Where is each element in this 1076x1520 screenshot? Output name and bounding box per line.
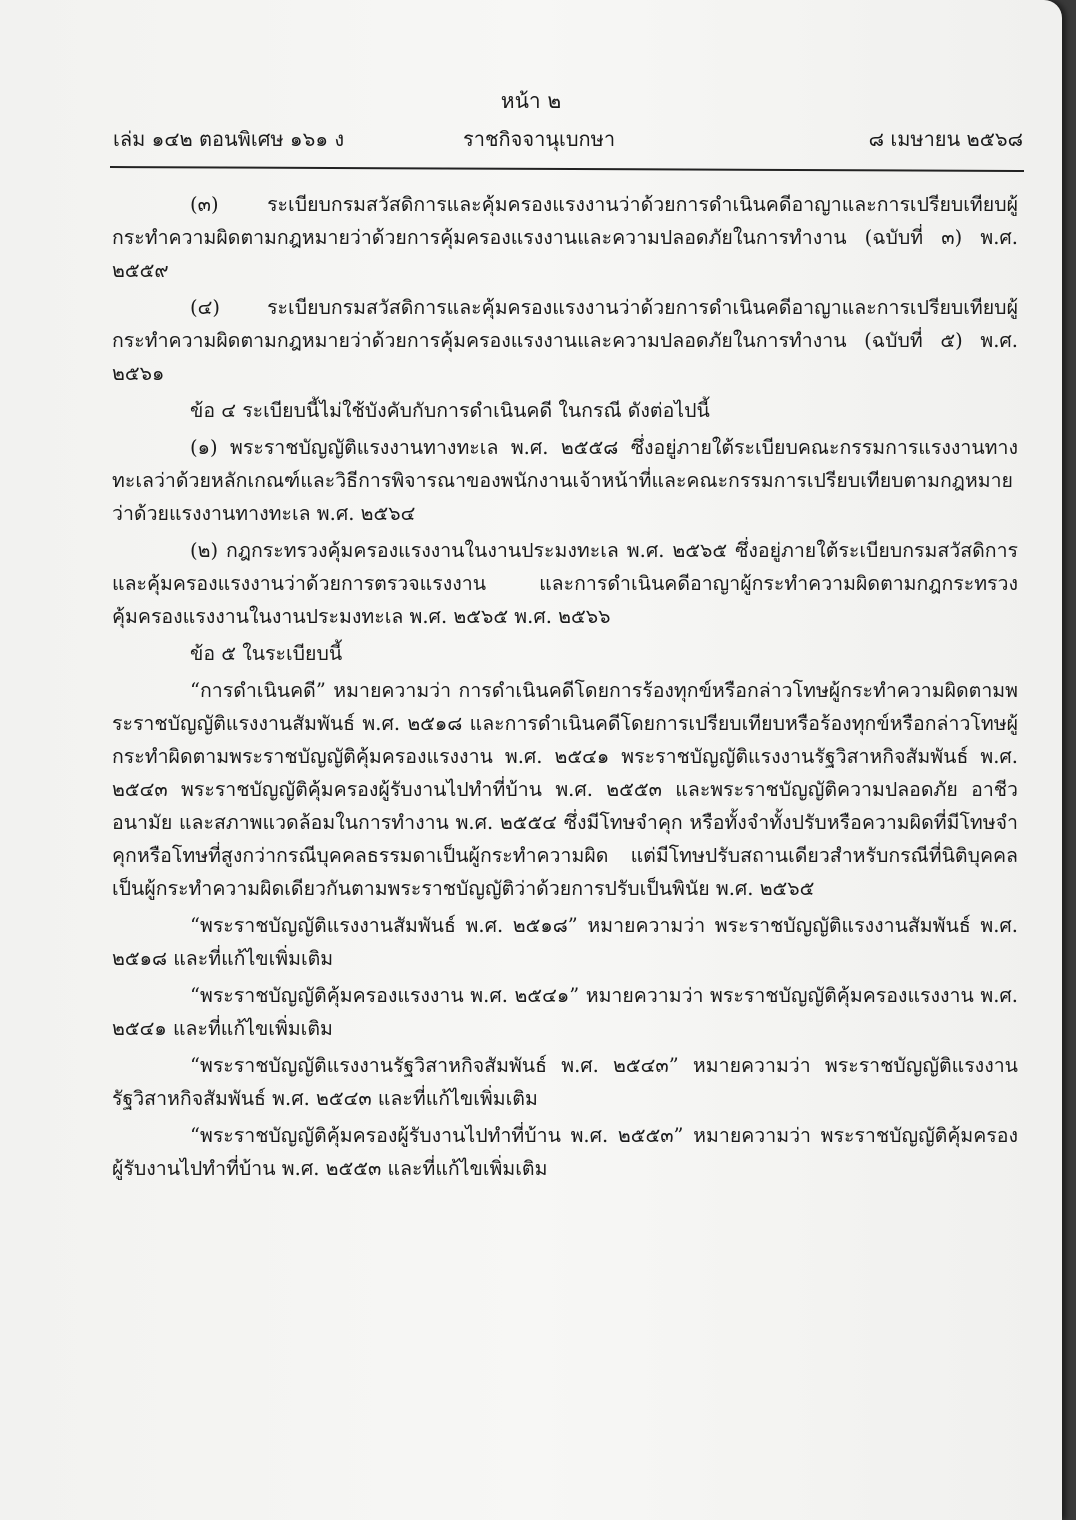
clause-4-heading: ข้อ ๔ ระเบียบนี้ไม่ใช้บังคับกับการดำเนินคดี ในกรณี ดังต่อไปนี้ [190,399,710,422]
publication-date: ๘ เมษายน ๒๕๖๘ [868,127,1023,151]
paragraph-regulation-4: (๔) ระเบียบกรมสวัสดิการและคุ้มครองแรงงานว่าด้วยการดำเนินคดีอาญาและการเปรียบเทียบผู้กระทำความผิดตามกฎหมายว่าด้วยการคุ้มครองแรงงานและความปลอดภัยในการทำงาน (ฉบับที่ ๕) พ.ศ. ๒๕๖๑ [112,296,1018,385]
page-number: หน้า ๒ [500,89,562,113]
definition-state-enterprise-act: “พระราชบัญญัติแรงงานรัฐวิสาหกิจสัมพันธ์ พ.ศ. ๒๕๔๓” หมายความว่า พระราชบัญญัติแรงงานรัฐวิสาหกิจสัมพันธ์ พ.ศ. ๒๕๔๓ และที่แก้ไขเพิ่มเติม [112,1054,1018,1110]
clause-4-item-2: (๒) กฎกระทรวงคุ้มครองแรงงานในงานประมงทะเล พ.ศ. ๒๕๖๕ ซึ่งอยู่ภายใต้ระเบียบกรมสวัสดิการและคุ้มครองแรงงานว่าด้วยการตรวจแรงงาน และการดำเนินคดีอาญาผู้กระทำความผิดตามกฎกระทรวงคุ้มครองแรงงานในงานประมงทะเล พ.ศ. ๒๕๖๕ พ.ศ. ๒๕๖๖ [112,539,1018,628]
document-body [112,188,1018,1189]
volume-issue: เล่ม ๑๔๒ ตอนพิเศษ ๑๖๑ ง [113,127,345,151]
clause-4-item-1: (๑) พระราชบัญญัติแรงงานทางทะเล พ.ศ. ๒๕๕๘ ซึ่งอยู่ภายใต้ระเบียบคณะกรรมการแรงงานทางทะเลว่าด้วยหลักเกณฑ์และวิธีการพิจารณาของพนักงานเจ้าหน้าที่และคณะกรรมการเปรียบเทียบตามกฎหมายว่าด้วยแรงงานทางทะเล พ.ศ. ๒๕๖๔ [112,436,1018,525]
definition-labour-protection-act: “พระราชบัญญัติคุ้มครองแรงงาน พ.ศ. ๒๕๔๑” หมายความว่า พระราชบัญญัติคุ้มครองแรงงาน พ.ศ. ๒๕๔๑ และที่แก้ไขเพิ่มเติม [112,984,1018,1040]
paragraph-regulation-3: (๓) ระเบียบกรมสวัสดิการและคุ้มครองแรงงานว่าด้วยการดำเนินคดีอาญาและการเปรียบเทียบผู้กระทำความผิดตามกฎหมายว่าด้วยการคุ้มครองแรงงานและความปลอดภัยในการทำงาน (ฉบับที่ ๓) พ.ศ. ๒๕๕๙ [112,193,1018,282]
gazette-title: ราชกิจจานุเบกษา [463,127,616,151]
header-divider [110,166,1024,172]
definition-home-workers-act: “พระราชบัญญัติคุ้มครองผู้รับงานไปทำที่บ้าน พ.ศ. ๒๕๕๓” หมายความว่า พระราชบัญญัติคุ้มครองผู้รับงานไปทำที่บ้าน พ.ศ. ๒๕๕๓ และที่แก้ไขเพิ่มเติม [112,1124,1018,1180]
gazette-header [113,123,1023,153]
clause-5-heading: ข้อ ๕ ในระเบียบนี้ [190,642,343,665]
definition-labour-relations-act: “พระราชบัญญัติแรงงานสัมพันธ์ พ.ศ. ๒๕๑๘” หมายความว่า พระราชบัญญัติแรงงานสัมพันธ์ พ.ศ. ๒๕๑๘ และที่แก้ไขเพิ่มเติม [112,914,1018,970]
definition-prosecution: “การดำเนินคดี” หมายความว่า การดำเนินคดีโดยการร้องทุกข์หรือกล่าวโทษผู้กระทำความผิดตามพระราชบัญญัติแรงงานสัมพันธ์ พ.ศ. ๒๕๑๘ และการดำเนินคดีโดยการเปรียบเทียบหรือร้องทุกข์หรือกล่าวโทษผู้กระทำผิดตามพระราชบัญญัติคุ้มครองแรงงาน พ.ศ. ๒๕๔๑ พระราชบัญญัติแรงงานรัฐวิสาหกิจสัมพันธ์ พ.ศ. ๒๕๔๓ พระราชบัญญัติคุ้มครองผู้รับงานไปทำที่บ้าน พ.ศ. ๒๕๕๓ และพระราชบัญญัติความปลอดภัย อาชีวอนามัย และสภาพแวดล้อมในการทำงาน พ.ศ. ๒๕๕๔ ซึ่งมีโทษจำคุก หรือทั้งจำทั้งปรับหรือความผิดที่มีโทษจำคุกหรือโทษที่สูงกว่ากรณีบุคคลธรรมดาเป็นผู้กระทำความผิด แต่มีโทษปรับสถานเดียวสำหรับกรณีที่นิติบุคคลเป็นผู้กระทำความผิดเดียวกันตามพระราชบัญญัติว่าด้วยการปรับเป็นพินัย พ.ศ. ๒๕๖๕ [112,679,1018,900]
